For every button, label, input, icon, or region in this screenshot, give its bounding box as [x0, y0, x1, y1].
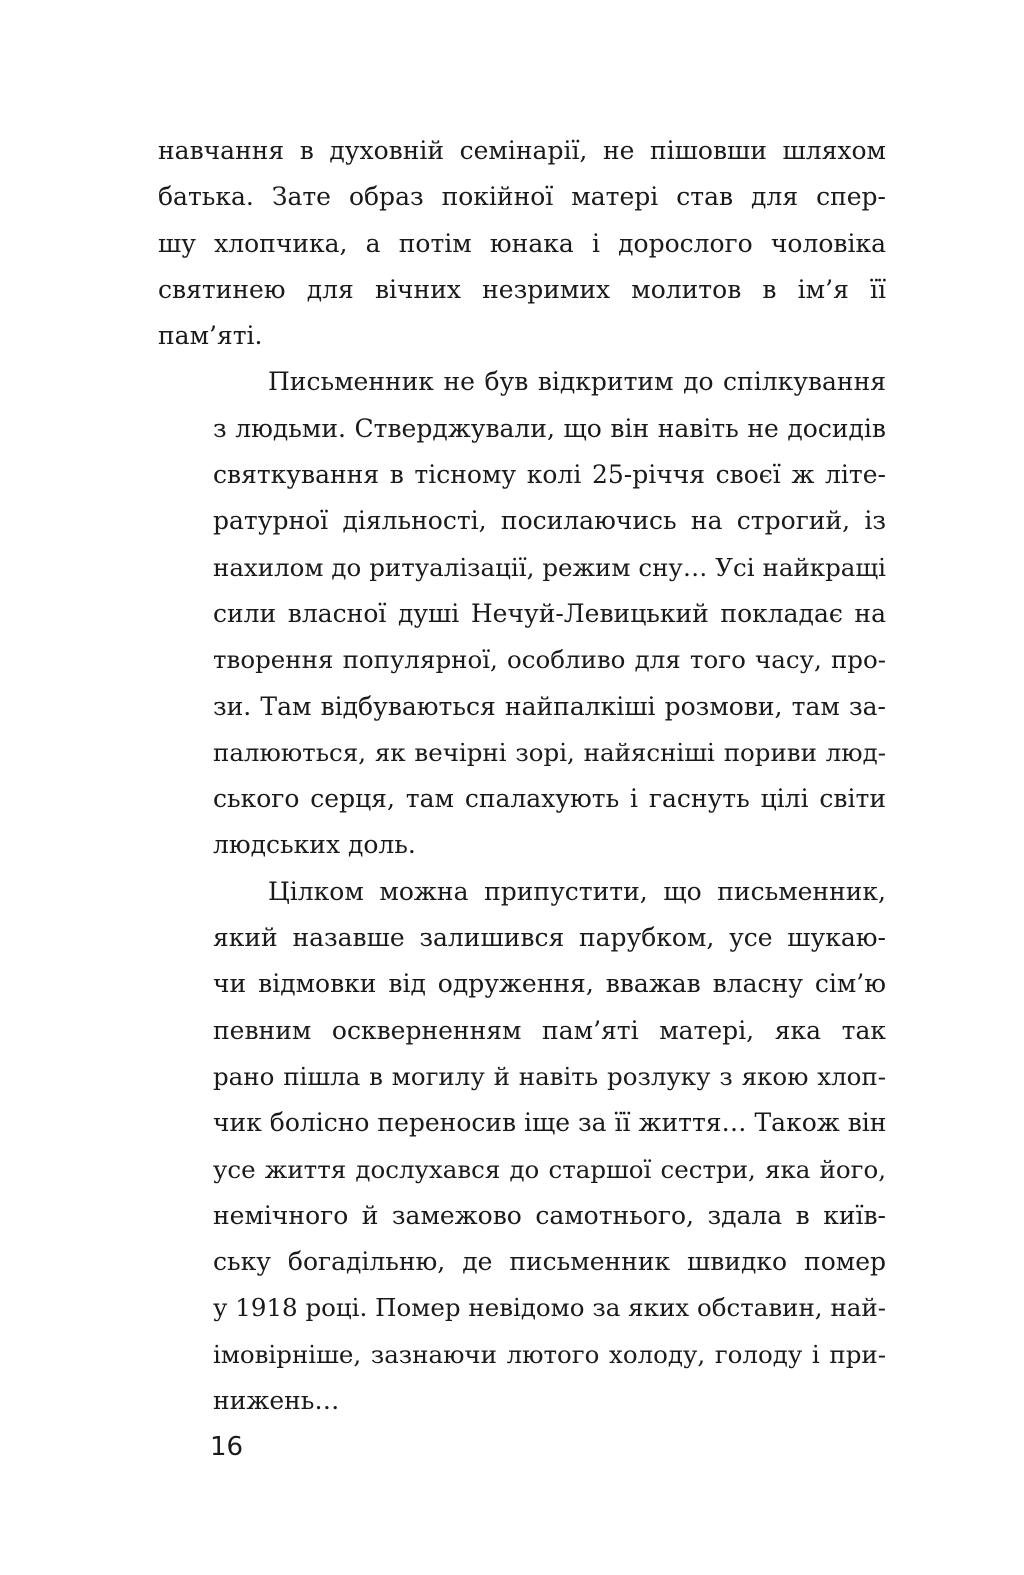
text-line: нижень…	[213, 1386, 340, 1416]
text-line: імовірніше, зазнаючи лютого холоду, голоду і при-	[213, 1339, 886, 1369]
paragraph	[158, 359, 886, 868]
text-line: пам’яті.	[158, 321, 263, 351]
text-line: святкування в тісному колі 25-річчя своєї ж літе-	[213, 460, 886, 490]
body-text	[158, 128, 886, 1424]
text-line: рано пішла в могилу й навіть розлуку з якою хлоп-	[213, 1061, 886, 1091]
text-line: у 1918 році. Помер невідомо за яких обставин, най-	[213, 1293, 886, 1323]
text-line: навчання в духовній семінарії, не пішовши шляхом	[158, 136, 886, 165]
text-line: немічного й замежово самотнього, здала в київ-	[213, 1200, 886, 1230]
text-line: шу хлопчика, а потім юнака і дорослого чоловіка	[158, 228, 886, 258]
paragraph	[158, 128, 886, 359]
text-line: який назавше залишився парубком, усе шукаю-	[213, 923, 886, 953]
text-line: ратурної діяльності, посилаючись на строгий, із	[213, 506, 886, 536]
text-line: сили власної душі Нечуй-Левицький покладає на	[213, 598, 886, 628]
page-number: 16	[210, 1432, 244, 1462]
text-line: певним оскверненням пам’яті матері, яка так	[213, 1015, 886, 1045]
paragraph	[158, 869, 886, 1425]
text-line: чи відмовки від одруження, вважав власну сім’ю	[213, 969, 886, 999]
text-line: з людьми. Стверджували, що він навіть не досидів	[213, 413, 886, 443]
text-line: святинею для вічних незримих молитов в ім’я її	[158, 274, 886, 304]
text-line: зи. Там відбуваються найпалкіші розмови, там за-	[213, 691, 886, 721]
text-line: палюються, як вечірні зорі, найясніші пориви люд-	[213, 737, 886, 767]
text-line: батька. Зате образ покійної матері став для спер-	[158, 182, 886, 212]
text-line: людських доль.	[213, 830, 416, 860]
text-line: творення популярної, особливо для того часу, про-	[213, 645, 886, 675]
text-line: ську богадільню, де письменник швидко помер	[213, 1247, 886, 1277]
text-line: нахилом до ритуалізації, режим сну… Усі найкращі	[213, 552, 886, 582]
text-line: чик болісно переносив іще за її життя… Також він	[213, 1108, 887, 1138]
text-line: усе життя дослухався до старшої сестри, яка його,	[213, 1154, 886, 1184]
text-line: Цілком можна припустити, що письменник,	[268, 876, 886, 906]
text-line: Письменник не був відкритим до спілкування	[268, 367, 886, 397]
text-line: ського серця, там спалахують і гаснуть цілі світи	[213, 784, 886, 814]
